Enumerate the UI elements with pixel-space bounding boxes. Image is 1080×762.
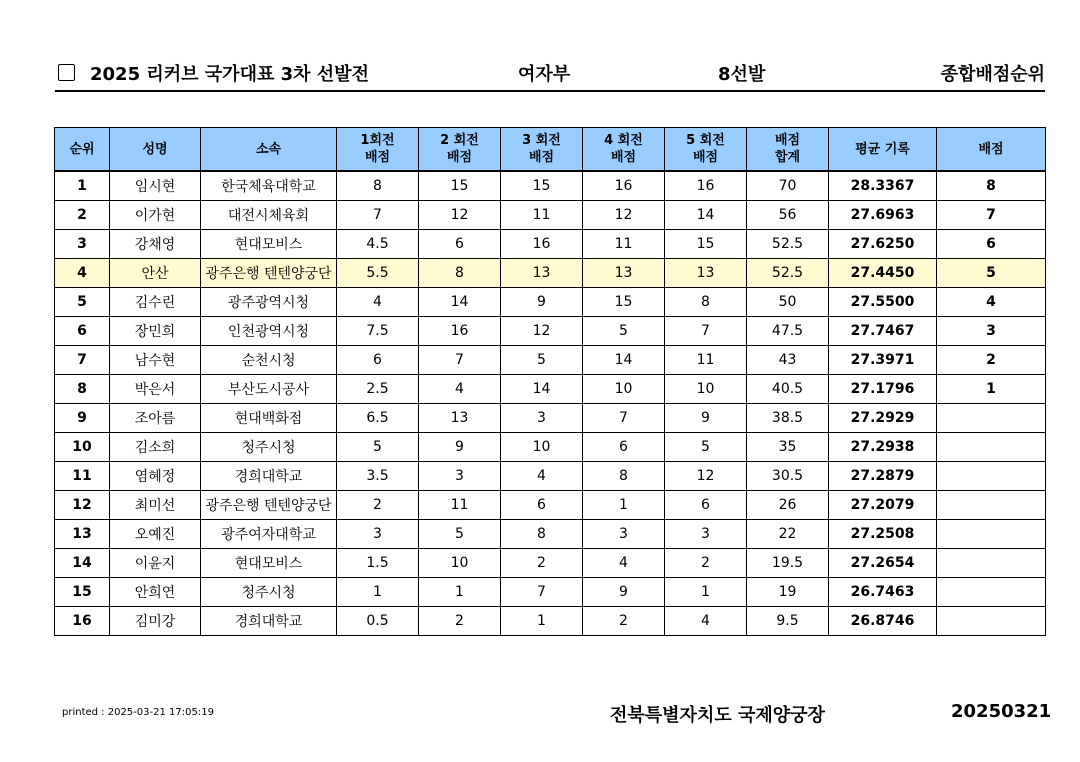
round1-cell: 2.5 (337, 375, 419, 404)
round2-cell: 5 (419, 520, 501, 549)
round4-cell: 10 (583, 375, 665, 404)
table-row (55, 230, 1046, 259)
name-cell: 강채영 (110, 230, 201, 259)
round1-cell: 6.5 (337, 404, 419, 433)
round1-cell: 8 (337, 171, 419, 201)
name-cell: 김수린 (110, 288, 201, 317)
team-cell: 현대모비스 (201, 549, 337, 578)
rank-cell: 12 (55, 491, 110, 520)
average-cell: 27.2929 (829, 404, 937, 433)
total-cell: 22 (747, 520, 829, 549)
rank-cell: 14 (55, 549, 110, 578)
round4-cell: 5 (583, 317, 665, 346)
table-row (55, 549, 1046, 578)
rank-cell: 6 (55, 317, 110, 346)
average-cell: 27.6963 (829, 201, 937, 230)
round2-cell: 1 (419, 578, 501, 607)
name-cell: 최미선 (110, 491, 201, 520)
round2-cell: 12 (419, 201, 501, 230)
points-cell: 1 (937, 375, 1046, 404)
points-cell (937, 404, 1046, 433)
rank-cell: 15 (55, 578, 110, 607)
total-cell: 50 (747, 288, 829, 317)
team-cell: 경희대학교 (201, 607, 337, 636)
round3-cell: 11 (501, 201, 583, 230)
round2-cell: 2 (419, 607, 501, 636)
name-cell: 이가현 (110, 201, 201, 230)
points-cell: 8 (937, 171, 1046, 201)
average-cell: 27.2938 (829, 433, 937, 462)
name-cell: 박은서 (110, 375, 201, 404)
round4-cell: 3 (583, 520, 665, 549)
column-header: 2 회전 배점 (419, 128, 501, 172)
rank-cell: 13 (55, 520, 110, 549)
round3-cell: 8 (501, 520, 583, 549)
printed-timestamp: printed : 2025-03-21 17:05:19 (62, 707, 214, 718)
round2-cell: 4 (419, 375, 501, 404)
team-cell: 광주여자대학교 (201, 520, 337, 549)
column-header: 1회전 배점 (337, 128, 419, 172)
points-cell (937, 607, 1046, 636)
rank-cell: 11 (55, 462, 110, 491)
round4-cell: 8 (583, 462, 665, 491)
average-cell: 26.7463 (829, 578, 937, 607)
average-cell: 27.4450 (829, 259, 937, 288)
round5-cell: 11 (665, 346, 747, 375)
rank-cell: 9 (55, 404, 110, 433)
table-row (55, 491, 1046, 520)
round3-cell: 3 (501, 404, 583, 433)
table-row (55, 520, 1046, 549)
rank-cell: 10 (55, 433, 110, 462)
points-cell (937, 491, 1046, 520)
points-cell (937, 433, 1046, 462)
round3-cell: 5 (501, 346, 583, 375)
average-cell: 28.3367 (829, 171, 937, 201)
venue-name: 전북특별자치도 국제양궁장 (610, 705, 825, 726)
round1-cell: 1 (337, 578, 419, 607)
round4-cell: 14 (583, 346, 665, 375)
column-header: 3 회전 배점 (501, 128, 583, 172)
round1-cell: 7 (337, 201, 419, 230)
round5-cell: 7 (665, 317, 747, 346)
table-row (55, 346, 1046, 375)
round3-cell: 2 (501, 549, 583, 578)
team-cell: 청주시청 (201, 578, 337, 607)
team-cell: 인천광역시청 (201, 317, 337, 346)
report-header (55, 58, 1045, 92)
round2-cell: 13 (419, 404, 501, 433)
points-cell (937, 520, 1046, 549)
round2-cell: 15 (419, 171, 501, 201)
round2-cell: 10 (419, 549, 501, 578)
rank-cell: 5 (55, 288, 110, 317)
points-cell: 3 (937, 317, 1046, 346)
round2-cell: 16 (419, 317, 501, 346)
round2-cell: 6 (419, 230, 501, 259)
team-cell: 광주광역시청 (201, 288, 337, 317)
rank-cell: 3 (55, 230, 110, 259)
round3-cell: 13 (501, 259, 583, 288)
team-cell: 대전시체육회 (201, 201, 337, 230)
round3-cell: 16 (501, 230, 583, 259)
table-body (55, 171, 1046, 636)
column-header: 5 회전 배점 (665, 128, 747, 172)
ranking-table (54, 127, 1046, 636)
team-cell: 부산도시공사 (201, 375, 337, 404)
column-header: 순위 (55, 128, 110, 172)
column-header: 평균 기록 (829, 128, 937, 172)
points-cell (937, 549, 1046, 578)
name-cell: 김소희 (110, 433, 201, 462)
round3-cell: 1 (501, 607, 583, 636)
average-cell: 27.1796 (829, 375, 937, 404)
points-cell (937, 578, 1046, 607)
round3-cell: 7 (501, 578, 583, 607)
total-cell: 70 (747, 171, 829, 201)
total-cell: 9.5 (747, 607, 829, 636)
round1-cell: 3 (337, 520, 419, 549)
round4-cell: 9 (583, 578, 665, 607)
team-cell: 현대모비스 (201, 230, 337, 259)
column-header: 배점 합계 (747, 128, 829, 172)
average-cell: 27.3971 (829, 346, 937, 375)
round4-cell: 11 (583, 230, 665, 259)
round3-cell: 4 (501, 462, 583, 491)
table-row (55, 404, 1046, 433)
name-cell: 남수현 (110, 346, 201, 375)
round2-cell: 7 (419, 346, 501, 375)
name-cell: 김미강 (110, 607, 201, 636)
team-cell: 순천시청 (201, 346, 337, 375)
table-row (55, 317, 1046, 346)
column-header: 소속 (201, 128, 337, 172)
round1-cell: 5 (337, 433, 419, 462)
table-row (55, 462, 1046, 491)
average-cell: 27.2879 (829, 462, 937, 491)
round1-cell: 4.5 (337, 230, 419, 259)
round4-cell: 15 (583, 288, 665, 317)
round2-cell: 9 (419, 433, 501, 462)
total-cell: 38.5 (747, 404, 829, 433)
points-cell: 2 (937, 346, 1046, 375)
points-cell (937, 462, 1046, 491)
total-cell: 26 (747, 491, 829, 520)
checkbox-icon[interactable] (58, 64, 75, 81)
total-cell: 19.5 (747, 549, 829, 578)
name-cell: 안희연 (110, 578, 201, 607)
round4-cell: 1 (583, 491, 665, 520)
round1-cell: 1.5 (337, 549, 419, 578)
total-cell: 40.5 (747, 375, 829, 404)
round3-cell: 6 (501, 491, 583, 520)
rank-cell: 7 (55, 346, 110, 375)
table-row (55, 201, 1046, 230)
team-cell: 광주은행 텐텐양궁단 (201, 491, 337, 520)
team-cell: 현대백화점 (201, 404, 337, 433)
table-row (55, 578, 1046, 607)
name-cell: 이윤지 (110, 549, 201, 578)
average-cell: 27.2654 (829, 549, 937, 578)
round3-cell: 10 (501, 433, 583, 462)
average-cell: 26.8746 (829, 607, 937, 636)
rank-cell: 8 (55, 375, 110, 404)
column-header: 성명 (110, 128, 201, 172)
team-cell: 청주시청 (201, 433, 337, 462)
name-cell: 안산 (110, 259, 201, 288)
round3-cell: 15 (501, 171, 583, 201)
name-cell: 장민희 (110, 317, 201, 346)
round5-cell: 12 (665, 462, 747, 491)
average-cell: 27.2508 (829, 520, 937, 549)
total-cell: 43 (747, 346, 829, 375)
average-cell: 27.5500 (829, 288, 937, 317)
total-cell: 52.5 (747, 230, 829, 259)
total-cell: 30.5 (747, 462, 829, 491)
total-cell: 52.5 (747, 259, 829, 288)
points-cell: 5 (937, 259, 1046, 288)
round1-cell: 4 (337, 288, 419, 317)
round1-cell: 7.5 (337, 317, 419, 346)
table-row (55, 375, 1046, 404)
round5-cell: 15 (665, 230, 747, 259)
average-cell: 27.7467 (829, 317, 937, 346)
name-cell: 임시현 (110, 171, 201, 201)
round4-cell: 16 (583, 171, 665, 201)
name-cell: 오예진 (110, 520, 201, 549)
table-row (55, 288, 1046, 317)
average-cell: 27.6250 (829, 230, 937, 259)
table-row (55, 259, 1046, 288)
round3-cell: 9 (501, 288, 583, 317)
round5-cell: 13 (665, 259, 747, 288)
round1-cell: 6 (337, 346, 419, 375)
table-row (55, 607, 1046, 636)
round5-cell: 3 (665, 520, 747, 549)
total-cell: 19 (747, 578, 829, 607)
round1-cell: 5.5 (337, 259, 419, 288)
table-header-row (55, 128, 1046, 172)
total-cell: 35 (747, 433, 829, 462)
report-date: 20250321 (951, 701, 1052, 722)
average-cell: 27.2079 (829, 491, 937, 520)
round2-cell: 11 (419, 491, 501, 520)
selection-label: 8선발 (718, 64, 766, 85)
total-cell: 47.5 (747, 317, 829, 346)
round4-cell: 2 (583, 607, 665, 636)
name-cell: 염혜정 (110, 462, 201, 491)
round5-cell: 16 (665, 171, 747, 201)
round3-cell: 12 (501, 317, 583, 346)
round4-cell: 7 (583, 404, 665, 433)
round5-cell: 8 (665, 288, 747, 317)
round5-cell: 6 (665, 491, 747, 520)
round3-cell: 14 (501, 375, 583, 404)
points-cell: 6 (937, 230, 1046, 259)
rank-cell: 4 (55, 259, 110, 288)
round4-cell: 13 (583, 259, 665, 288)
column-header: 4 회전 배점 (583, 128, 665, 172)
round1-cell: 2 (337, 491, 419, 520)
round2-cell: 3 (419, 462, 501, 491)
rank-cell: 1 (55, 171, 110, 201)
table-row (55, 171, 1046, 201)
round2-cell: 8 (419, 259, 501, 288)
round5-cell: 5 (665, 433, 747, 462)
team-cell: 광주은행 텐텐양궁단 (201, 259, 337, 288)
division-label: 여자부 (518, 64, 571, 85)
round4-cell: 4 (583, 549, 665, 578)
round5-cell: 10 (665, 375, 747, 404)
round5-cell: 14 (665, 201, 747, 230)
round5-cell: 2 (665, 549, 747, 578)
column-header: 배점 (937, 128, 1046, 172)
total-cell: 56 (747, 201, 829, 230)
round1-cell: 0.5 (337, 607, 419, 636)
team-cell: 경희대학교 (201, 462, 337, 491)
round5-cell: 4 (665, 607, 747, 636)
ranking-title: 종합배점순위 (940, 64, 1045, 85)
round4-cell: 6 (583, 433, 665, 462)
rank-cell: 2 (55, 201, 110, 230)
rank-cell: 16 (55, 607, 110, 636)
team-cell: 한국체육대학교 (201, 171, 337, 201)
name-cell: 조아름 (110, 404, 201, 433)
round4-cell: 12 (583, 201, 665, 230)
round1-cell: 3.5 (337, 462, 419, 491)
round5-cell: 9 (665, 404, 747, 433)
points-cell: 7 (937, 201, 1046, 230)
table-row (55, 433, 1046, 462)
report-title: 2025 리커브 국가대표 3차 선발전 (90, 64, 369, 85)
round2-cell: 14 (419, 288, 501, 317)
points-cell: 4 (937, 288, 1046, 317)
round5-cell: 1 (665, 578, 747, 607)
